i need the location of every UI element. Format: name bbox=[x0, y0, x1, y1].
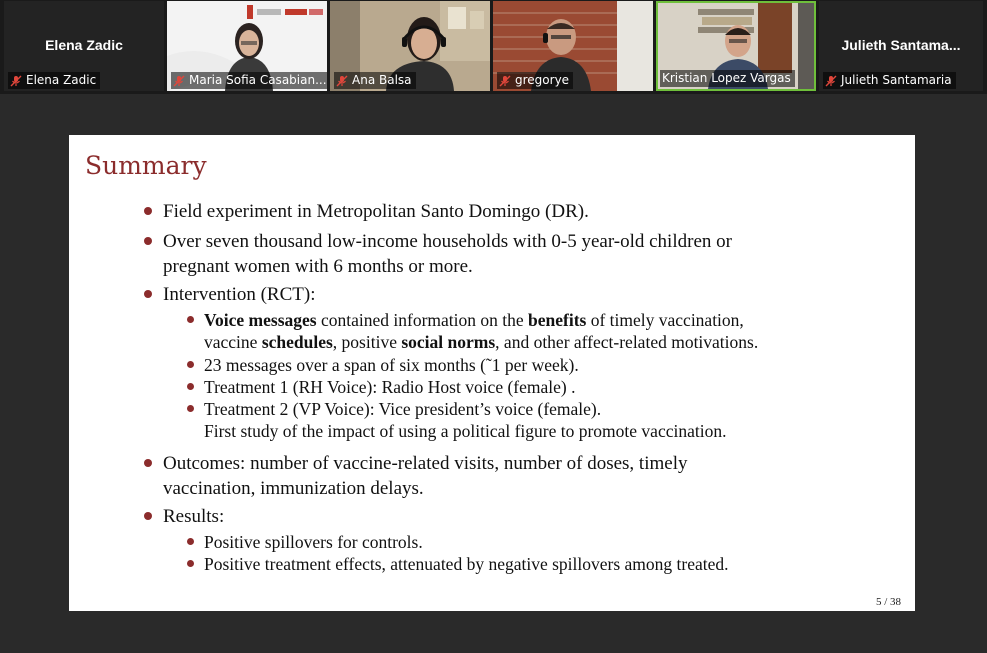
shared-slide bbox=[69, 135, 915, 611]
participant-label bbox=[8, 72, 100, 89]
bullet-text: Treatment 1 (RH Voice): Radio Host voice (female) . bbox=[204, 377, 576, 397]
emphasis-text: Voice messages bbox=[204, 310, 317, 330]
bullet-text: contained information on the bbox=[316, 310, 529, 330]
bullet-dot bbox=[144, 237, 152, 245]
bullet-dot bbox=[187, 405, 194, 412]
bullet-dot bbox=[187, 560, 194, 567]
mic-muted-icon bbox=[825, 75, 837, 87]
bullet-intervention bbox=[163, 282, 316, 307]
mic-muted-icon bbox=[10, 75, 22, 87]
participant-tile-gregorye[interactable] bbox=[493, 1, 653, 91]
bullet-text: Results: bbox=[163, 506, 225, 527]
participant-label bbox=[171, 72, 327, 89]
participant-tile-kristian[interactable] bbox=[656, 1, 816, 91]
sub-bullet-treatment-1 bbox=[204, 376, 575, 398]
bullet-dot bbox=[144, 290, 152, 298]
bullet-text: , and other affect-related motivations. bbox=[495, 332, 759, 352]
bullet-text: Positive spillovers for controls. bbox=[204, 532, 423, 552]
bullet-dot bbox=[144, 459, 152, 467]
mic-muted-icon bbox=[499, 75, 511, 87]
slide-page-number: 5 / 38 bbox=[875, 596, 901, 608]
bullet-results bbox=[163, 504, 224, 529]
participant-tile-maria[interactable] bbox=[167, 1, 327, 91]
bullet-text: pregnant women with 6 months or more. bbox=[163, 256, 473, 277]
bullet-dot bbox=[187, 383, 194, 390]
mic-muted-icon bbox=[173, 75, 185, 87]
participant-label bbox=[497, 72, 573, 89]
bullet-text: of timely vaccination, bbox=[586, 310, 744, 330]
participant-label bbox=[660, 70, 795, 87]
sub-bullet-messages-count bbox=[204, 354, 579, 376]
participant-label-text: gregorye bbox=[515, 73, 570, 87]
bullet-households bbox=[163, 229, 732, 279]
sub-bullet-treatment-effects bbox=[204, 553, 729, 575]
participant-label bbox=[823, 72, 956, 89]
bullet-text: Positive treatment effects, attenuated by negative spillovers among treated. bbox=[204, 554, 729, 574]
participant-label-text: Elena Zadic bbox=[26, 73, 97, 87]
bullet-text: First study of the impact of using a political figure to promote vaccination. bbox=[204, 421, 727, 441]
bullet-text: vaccine bbox=[204, 332, 262, 352]
sub-bullet-voice-messages bbox=[204, 309, 758, 353]
slide-title: Summary bbox=[85, 151, 207, 180]
participant-name-large: Elena Zadic bbox=[45, 37, 123, 53]
bullet-text: , positive bbox=[332, 332, 402, 352]
sub-bullet-treatment-2 bbox=[204, 398, 726, 442]
bullet-text: Outcomes: number of vaccine-related visits, number of doses, timely bbox=[163, 453, 688, 474]
participant-label bbox=[334, 72, 416, 89]
emphasis-text: social norms bbox=[401, 332, 496, 352]
bullet-text: Field experiment in Metropolitan Santo Domingo (DR). bbox=[163, 201, 589, 222]
bullet-text: vaccination, immunization delays. bbox=[163, 478, 424, 499]
bullet-text: 23 messages over a span of six months (˜1 per week). bbox=[204, 355, 579, 375]
participant-label-text: Ana Balsa bbox=[352, 73, 412, 87]
bullet-dot bbox=[187, 361, 194, 368]
bullet-text: Over seven thousand low-income households with 0-5 year-old children or bbox=[163, 231, 732, 252]
bullet-dot bbox=[144, 512, 152, 520]
bullet-dot bbox=[144, 207, 152, 215]
emphasis-text: benefits bbox=[528, 310, 587, 330]
participant-tile-julieth[interactable] bbox=[819, 1, 983, 91]
participant-label-text: Kristian Lopez Vargas bbox=[662, 71, 791, 85]
participant-label-text: Julieth Santamaria bbox=[841, 73, 952, 87]
participant-tile-ana[interactable] bbox=[330, 1, 490, 91]
participant-tile-elena[interactable] bbox=[4, 1, 164, 91]
participant-strip bbox=[0, 0, 987, 94]
bullet-outcomes bbox=[163, 451, 687, 501]
bullet-dot bbox=[187, 538, 194, 545]
participant-label-text: Maria Sofia Casabian... bbox=[189, 73, 327, 87]
mic-muted-icon bbox=[336, 75, 348, 87]
sub-bullet-spillovers bbox=[204, 531, 423, 553]
bullet-text: Treatment 2 (VP Voice): Vice president’s voice (female). bbox=[204, 399, 602, 419]
bullet-dot bbox=[187, 316, 194, 323]
emphasis-text: schedules bbox=[261, 332, 333, 352]
bullet-text: Intervention (RCT): bbox=[163, 284, 316, 305]
bullet-field-experiment bbox=[163, 199, 589, 224]
participant-name-large: Julieth Santama... bbox=[841, 37, 961, 53]
